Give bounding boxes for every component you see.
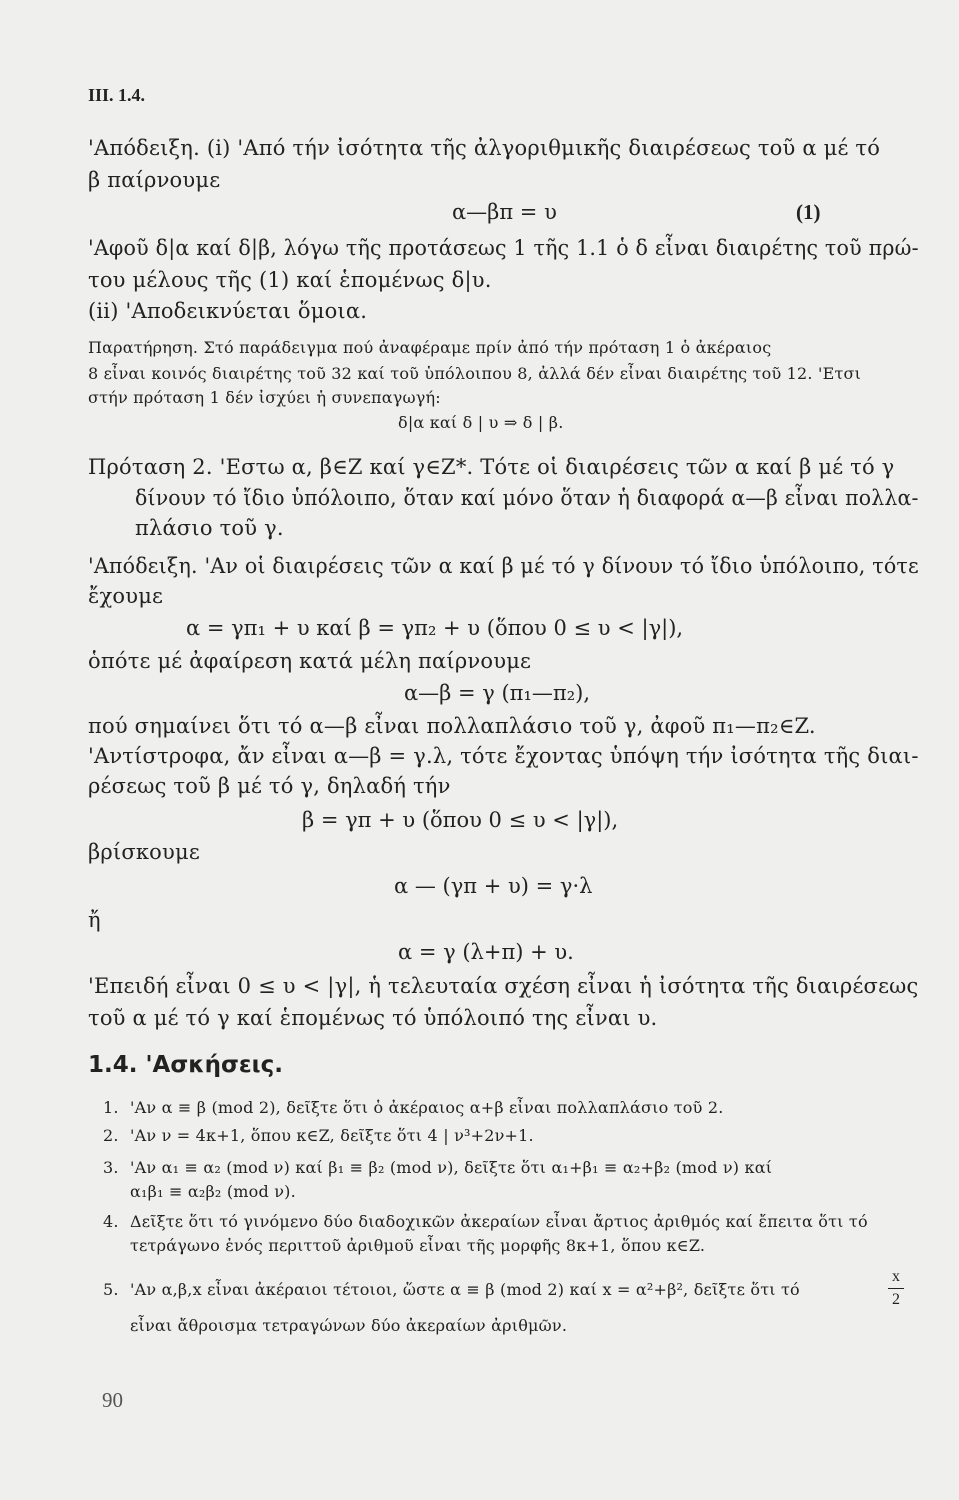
exercise-2-number: 2. [103, 1126, 119, 1145]
proof2-line-6: ρέσεως τοῦ β μέ τό γ, δηλαδή τήν [88, 774, 451, 798]
proof2-line-9: 'Επειδή εἶναι 0 ≤ υ < |γ|, ἡ τελευταία σχέση εἶναι ἡ ἰσότητα τῆς διαιρέσεως [88, 974, 919, 998]
proof1-equation: α—βπ = υ [452, 200, 557, 224]
proof1-line-4: του μέλους τῆς (1) καί ἑπομένως δ|υ. [88, 268, 492, 292]
exercise-5-text-line-1: 'Αν α,β,x εἶναι ἀκέραιοι τέτοιοι, ὥστε α ≡ β (mod 2) καί x = α²+β², δεῖξτε ὅτι τό [130, 1280, 800, 1299]
exercise-1-text: 'Αν α ≡ β (mod 2), δεῖξτε ὅτι ὁ ἀκέραιος α+β εἶναι πολλαπλάσιο τοῦ 2. [130, 1098, 724, 1117]
exercise-4-text-line-2: τετράγωνο ἑνός περιττοῦ ἀριθμοῦ εἶναι τῆς μορφῆς 8κ+1, ὅπου κ∈Z. [130, 1236, 706, 1255]
page-number: 90 [102, 1388, 123, 1412]
exercise-3-text-line-1: 'Αν α₁ ≡ α₂ (mod ν) καί β₁ ≡ β₂ (mod ν), δεῖξτε ὅτι α₁+β₁ ≡ α₂+β₂ (mod ν) καί [130, 1158, 773, 1177]
fraction-bar [888, 1288, 904, 1289]
proof1-line-2: β παίρνουμε [88, 168, 221, 192]
proof1-equation-number: (1) [796, 200, 821, 224]
proposition2-line-1: Πρόταση 2. 'Εστω α, β∈Z καί γ∈Z*. Τότε οἱ διαιρέσεις τῶν α καί β μέ τό γ [88, 455, 895, 479]
remark-line-1: Παρατήρηση. Στό παράδειγμα πού ἀναφέραμε πρίν ἀπό τήν πρόταση 1 ὁ ἀκέραιος [88, 338, 772, 357]
proof2-line-10: τοῦ α μέ τό γ καί ἑπομένως τό ὑπόλοιπό της εἶναι υ. [88, 1006, 658, 1030]
proof2-equation-3: β = γπ + υ (ὅπου 0 ≤ υ < |γ|), [302, 808, 619, 832]
exercise-4-text-line-1: Δεῖξτε ὅτι τό γινόμενο δύο διαδοχικῶν ἀκεραίων εἶναι ἄρτιος ἀριθμός καί ἔπειτα ὅτι τό [130, 1212, 868, 1231]
proof2-line-8: ἤ [88, 908, 101, 932]
exercise-2-text: 'Αν ν = 4κ+1, ὅπου κ∈Z, δεῖξτε ὅτι 4 | ν³+2ν+1. [130, 1126, 534, 1145]
remark-line-2: 8 εἶναι κοινός διαιρέτης τοῦ 32 καί τοῦ ὑπόλοιπου 8, ἀλλά δέν εἶναι διαιρέτης τοῦ 12. 'Ετσι [88, 364, 862, 383]
proof2-line-1: 'Απόδειξη. 'Αν οἱ διαιρέσεις τῶν α καί β μέ τό γ δίνουν τό ἴδιο ὑπόλοιπο, τότε [88, 554, 919, 578]
proof2-line-4: πού σημαίνει ὅτι τό α—β εἶναι πολλαπλάσιο τοῦ γ, ἀφοῦ π₁—π₂∈Z. [88, 714, 816, 738]
proof2-equation-2: α—β = γ (π₁—π₂), [404, 681, 590, 705]
proof2-equation-1: α = γπ₁ + υ καί β = γπ₂ + υ (ὅπου 0 ≤ υ < |γ|), [186, 616, 684, 640]
remark-formula: δ|α καί δ | υ ⇒ δ | β. [398, 413, 564, 432]
proposition2-line-3: πλάσιο τοῦ γ. [135, 516, 284, 540]
exercise-3-text-line-2: α₁β₁ ≡ α₂β₂ (mod ν). [130, 1182, 296, 1201]
exercise-5-fraction [888, 1268, 904, 1309]
proof1-line-3: 'Αφοῦ δ|α καί δ|β, λόγω τῆς προτάσεως 1 τῆς 1.1 ὁ δ εἶναι διαιρέτης τοῦ πρώ- [88, 236, 919, 260]
exercise-5-number: 5. [103, 1280, 119, 1299]
proof1-line-5: (ii) 'Αποδεικνύεται ὅμοια. [88, 299, 368, 323]
fraction-numerator: x [892, 1268, 900, 1285]
proof2-line-2: ἔχουμε [88, 584, 164, 608]
proposition2-line-2: δίνουν τό ἴδιο ὑπόλοιπο, ὅταν καί μόνο ὅταν ἡ διαφορά α—β εἶναι πολλα- [135, 486, 919, 510]
proof2-line-5: 'Αντίστροφα, ἄν εἶναι α—β = γ.λ, τότε ἔχοντας ὑπόψη τήν ἰσότητα τῆς διαι- [88, 744, 919, 768]
proof2-equation-5: α = γ (λ+π) + υ. [398, 940, 574, 964]
proof2-line-3: ὁπότε μέ ἀφαίρεση κατά μέλη παίρνουμε [88, 649, 532, 673]
proof2-equation-4: α — (γπ + υ) = γ·λ [394, 874, 593, 898]
proof2-line-7: βρίσκουμε [88, 840, 200, 864]
exercise-1-number: 1. [103, 1098, 119, 1117]
exercise-4-number: 4. [103, 1212, 119, 1231]
exercise-3-number: 3. [103, 1158, 119, 1177]
exercise-5-text-line-2: εἶναι ἄθροισμα τετραγώνων δύο ἀκεραίων ἀριθμῶν. [130, 1316, 568, 1335]
section-reference: III. 1.4. [88, 85, 146, 105]
fraction-denominator: 2 [892, 1291, 900, 1308]
remark-line-3: στήν πρόταση 1 δέν ἰσχύει ἡ συνεπαγωγή: [88, 388, 441, 407]
exercises-title: 1.4. 'Ασκήσεις. [88, 1052, 284, 1078]
proof1-line-1: 'Απόδειξη. (i) 'Από τήν ἰσότητα τῆς ἀλγοριθμικῆς διαιρέσεως τοῦ α μέ τό [88, 136, 881, 160]
